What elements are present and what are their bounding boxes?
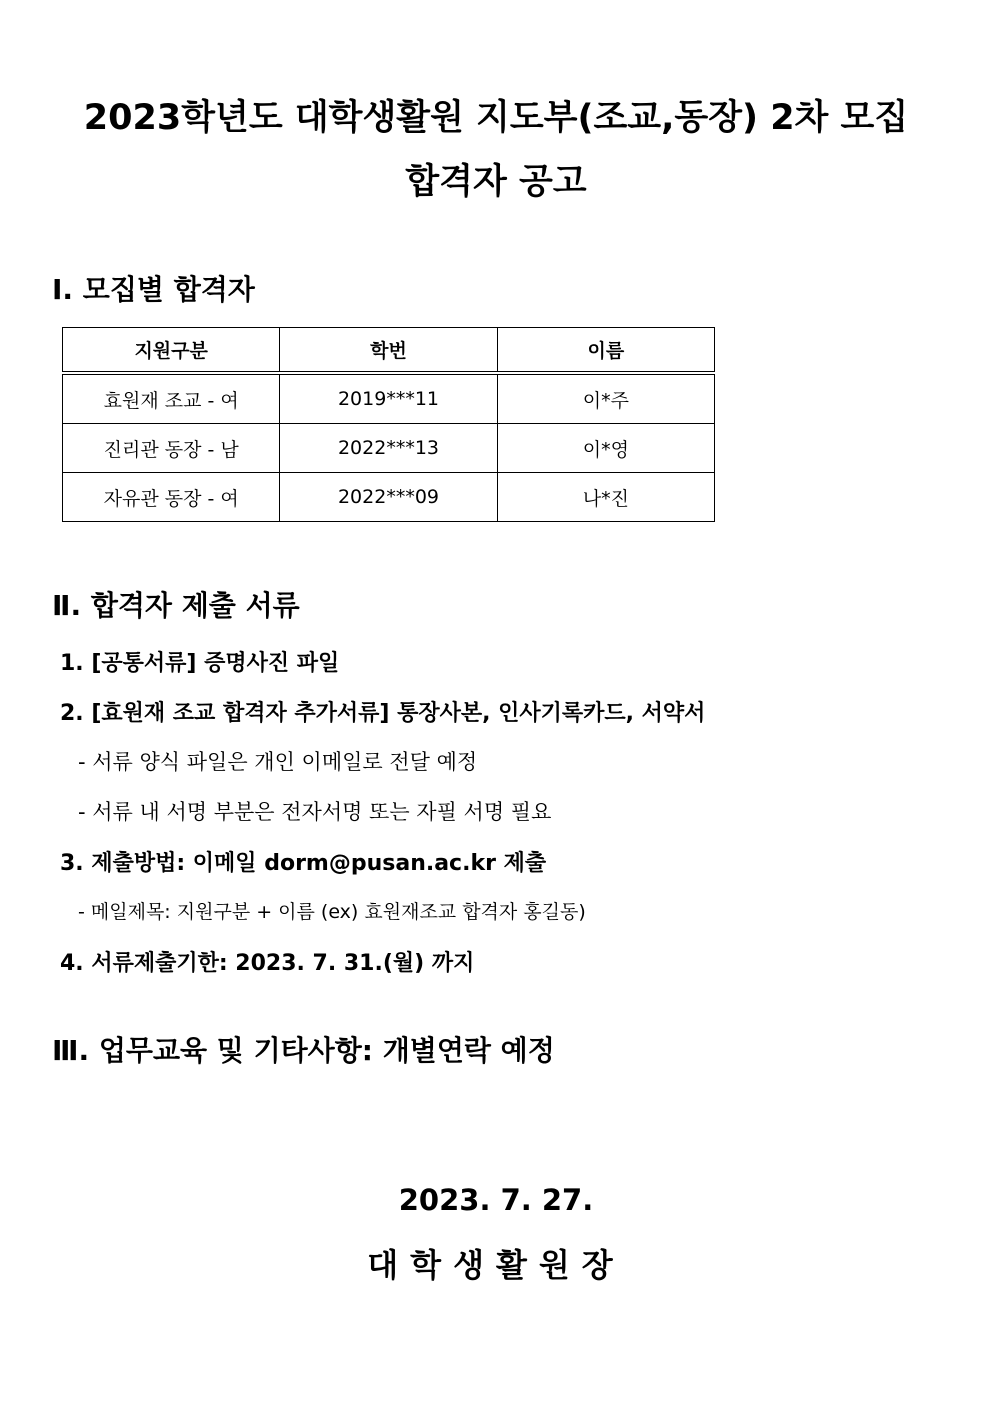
issuer-name: 대학생활원장 — [367, 1246, 625, 1284]
table-header-row — [63, 328, 715, 374]
doc-item-submission-method: 3. 제출방법: 이메일 dorm@pusan.ac.kr 제출 — [60, 851, 547, 876]
doc-item-assistant-extra: 2. [효원재 조교 합격자 추가서류] 통장사본, 인사기록카드, 서약서 — [60, 701, 706, 726]
doc-note-signature: - 서류 내 서명 부분은 전자서명 또는 자필 서명 필요 — [78, 800, 552, 824]
cell-student-id: 2019***11 — [280, 373, 497, 424]
cell-name: 이*영 — [497, 424, 714, 473]
cell-name: 나*진 — [497, 473, 714, 522]
header-student-id: 학번 — [280, 328, 497, 374]
doc-item-deadline: 4. 서류제출기한: 2023. 7. 31.(월) 까지 — [60, 951, 475, 976]
cell-name: 이*주 — [497, 373, 714, 424]
doc-note-form-delivery: - 서류 양식 파일은 개인 이메일로 전달 예정 — [78, 750, 478, 774]
cell-application-type: 효원재 조교 - 여 — [63, 373, 280, 424]
announcement-date: 2023. 7. 27. — [398, 1183, 594, 1217]
section1-heading: Ⅰ. 모집별 합격자 — [52, 273, 255, 306]
table-row — [63, 473, 715, 522]
header-application-type: 지원구분 — [63, 328, 280, 374]
cell-student-id: 2022***13 — [280, 424, 497, 473]
doc-item-common: 1. [공통서류] 증명사진 파일 — [60, 651, 340, 676]
results-table — [62, 327, 715, 522]
document-subtitle: 합격자 공고 — [405, 162, 587, 202]
table-row — [63, 373, 715, 424]
cell-application-type: 자유관 동장 - 여 — [63, 473, 280, 522]
section3-heading: Ⅲ. 업무교육 및 기타사항: 개별연락 예정 — [52, 1034, 555, 1067]
doc-note-mail-subject: - 메일제목: 지원구분 + 이름 (ex) 효원재조교 합격자 홍길동) — [78, 901, 586, 923]
table-row — [63, 424, 715, 473]
cell-student-id: 2022***09 — [280, 473, 497, 522]
document-title: 2023학년도 대학생활원 지도부(조교,동장) 2차 모집 — [83, 98, 909, 138]
header-name: 이름 — [497, 328, 714, 374]
cell-application-type: 진리관 동장 - 남 — [63, 424, 280, 473]
section2-heading: Ⅱ. 합격자 제출 서류 — [52, 589, 300, 622]
